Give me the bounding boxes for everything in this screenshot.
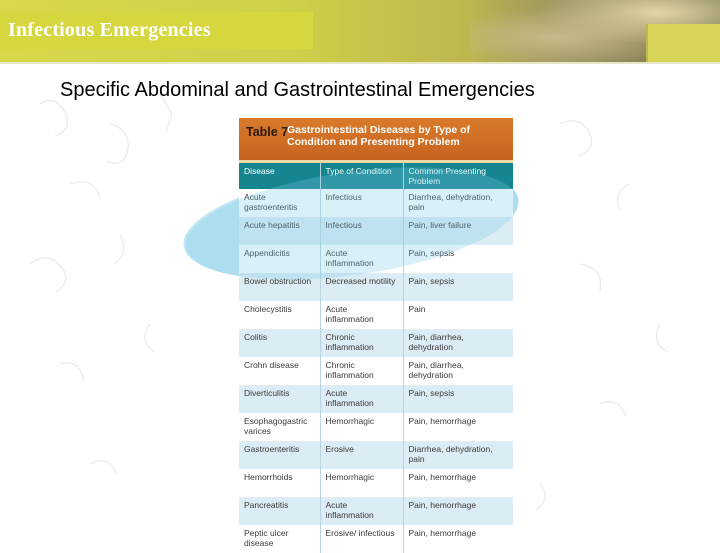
table-row bbox=[239, 217, 513, 245]
table-label: Table 7 bbox=[246, 125, 289, 139]
cell-disease: Pancreatitis bbox=[239, 497, 320, 525]
cell-type: Hemorrhagic bbox=[320, 413, 403, 441]
cell-problem: Pain, sepsis bbox=[403, 273, 513, 301]
cell-problem: Diarrhea, dehydration, pain bbox=[403, 441, 513, 469]
column-header-problem: Common Presenting Problem bbox=[403, 163, 513, 189]
table-row bbox=[239, 441, 513, 469]
table-row bbox=[239, 469, 513, 497]
cell-problem: Pain, hemorrhage bbox=[403, 469, 513, 497]
slide-subtitle: Specific Abdominal and Gastrointestinal Emergencies bbox=[60, 79, 535, 101]
cell-disease: Bowel obstruction bbox=[239, 273, 320, 301]
table-header-row bbox=[239, 163, 513, 189]
cell-disease: Hemorrhoids bbox=[239, 469, 320, 497]
cell-problem: Diarrhea, dehydration, pain bbox=[403, 189, 513, 217]
table-title-band bbox=[239, 118, 513, 160]
app-title: Infectious Emergencies bbox=[8, 19, 211, 41]
cell-type: Erosive/ infectious bbox=[320, 525, 403, 553]
header-banner bbox=[0, 0, 720, 62]
cell-type: Infectious bbox=[320, 189, 403, 217]
table-caption: Gastrointestinal Diseases by Type of Condition and Presenting Problem bbox=[287, 124, 471, 148]
table-row bbox=[239, 385, 513, 413]
cell-type: Decreased motility bbox=[320, 273, 403, 301]
cell-problem: Pain, diarrhea, dehydration bbox=[403, 357, 513, 385]
table-figure bbox=[239, 118, 513, 548]
cell-disease: Acute hepatitis bbox=[239, 217, 320, 245]
header-photo-block bbox=[646, 24, 720, 62]
table-row bbox=[239, 413, 513, 441]
table-row bbox=[239, 357, 513, 385]
cell-disease: Cholecystitis bbox=[239, 301, 320, 329]
cell-disease: Acute gastroenteritis bbox=[239, 189, 320, 217]
table-row bbox=[239, 189, 513, 217]
cell-type: Chronic inflammation bbox=[320, 357, 403, 385]
gi-diseases-table bbox=[239, 163, 513, 553]
cell-type: Acute inflammation bbox=[320, 497, 403, 525]
cell-type: Acute inflammation bbox=[320, 385, 403, 413]
cell-disease: Esophagogastric varices bbox=[239, 413, 320, 441]
table-row bbox=[239, 525, 513, 553]
cell-problem: Pain, diarrhea, dehydration bbox=[403, 329, 513, 357]
column-header-type: Type of Condition bbox=[320, 163, 403, 189]
cell-disease: Peptic ulcer disease bbox=[239, 525, 320, 553]
table-row bbox=[239, 245, 513, 273]
table-row bbox=[239, 329, 513, 357]
cell-type: Acute inflammation bbox=[320, 245, 403, 273]
table-row bbox=[239, 273, 513, 301]
cell-problem: Pain, hemorrhage bbox=[403, 525, 513, 553]
table-row bbox=[239, 497, 513, 525]
cell-disease: Appendicitis bbox=[239, 245, 320, 273]
cell-type: Chronic inflammation bbox=[320, 329, 403, 357]
cell-disease: Diverticulitis bbox=[239, 385, 320, 413]
column-header-disease: Disease bbox=[239, 163, 320, 189]
cell-problem: Pain, hemorrhage bbox=[403, 497, 513, 525]
cell-type: Infectious bbox=[320, 217, 403, 245]
cell-problem: Pain bbox=[403, 301, 513, 329]
cell-problem: Pain, sepsis bbox=[403, 245, 513, 273]
cell-disease: Colitis bbox=[239, 329, 320, 357]
cell-problem: Pain, sepsis bbox=[403, 385, 513, 413]
cell-type: Acute inflammation bbox=[320, 301, 403, 329]
cell-type: Hemorrhagic bbox=[320, 469, 403, 497]
cell-disease: Crohn disease bbox=[239, 357, 320, 385]
cell-problem: Pain, liver failure bbox=[403, 217, 513, 245]
cell-problem: Pain, hemorrhage bbox=[403, 413, 513, 441]
table-row bbox=[239, 301, 513, 329]
cell-disease: Gastroenteritis bbox=[239, 441, 320, 469]
cell-type: Erosive bbox=[320, 441, 403, 469]
